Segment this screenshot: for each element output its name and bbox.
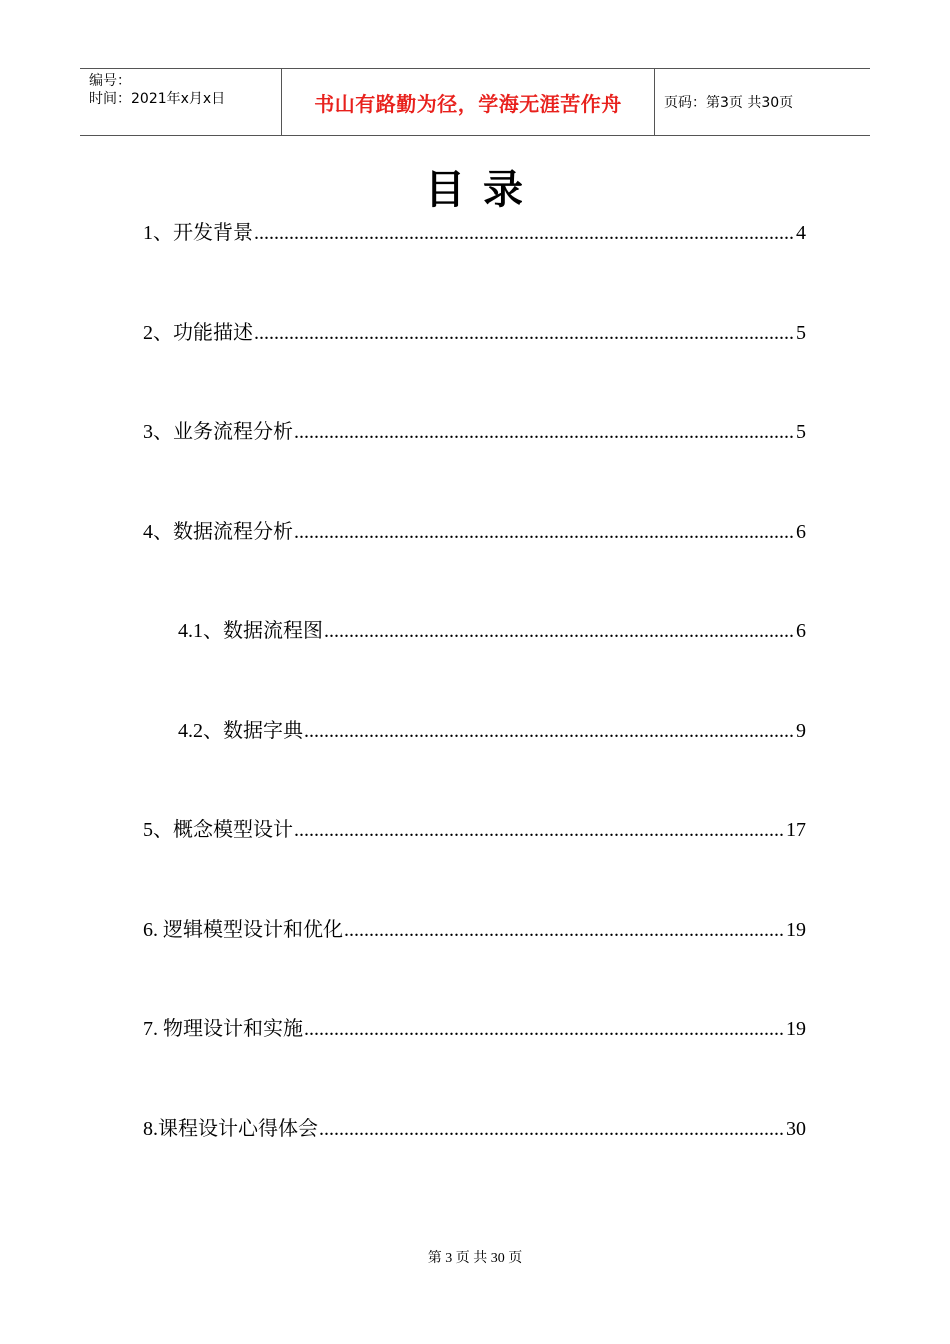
page-header: [80, 68, 870, 136]
toc-entry-page-number: 9: [796, 719, 806, 742]
toc-entry-label: 7. 物理设计和实施: [143, 1018, 303, 1040]
toc-entry[interactable]: [143, 216, 806, 316]
toc-leader-dots: [304, 1018, 785, 1041]
toc-leader-dots: [294, 421, 795, 444]
toc-entry-label: 2、功能描述: [143, 321, 253, 344]
page-footer: 第 3 页 共 30 页: [427, 1251, 523, 1266]
toc-entry-page-number: 17: [786, 819, 806, 841]
toc-entry-page-number: 30: [786, 1117, 806, 1140]
toc-entry-label: 8.课程设计心得体会: [143, 1117, 318, 1140]
toc-entry-page-number: 19: [786, 918, 806, 941]
toc-entry[interactable]: [143, 714, 806, 814]
toc-entry[interactable]: [143, 316, 806, 416]
toc-entry[interactable]: [143, 1112, 806, 1212]
toc-entry-label: 4.1、数据流程图: [178, 620, 323, 642]
toc-entry[interactable]: [143, 813, 806, 913]
toc-entry-label: 4.2、数据字典: [178, 719, 303, 742]
header-page-info: 页码：第3页 共30页: [664, 95, 794, 111]
toc-title: 目 录: [425, 167, 525, 213]
toc-leader-dots: [344, 919, 785, 942]
table-of-contents: [143, 216, 806, 1211]
toc-entry-label: 3、业务流程分析: [143, 421, 293, 443]
toc-entry-page-number: 5: [796, 421, 806, 443]
toc-leader-dots: [324, 620, 795, 643]
toc-entry-label: 6. 逻辑模型设计和优化: [143, 918, 343, 941]
toc-entry[interactable]: [143, 515, 806, 615]
toc-entry-label: 1、开发背景: [143, 222, 253, 244]
toc-leader-dots: [254, 322, 795, 345]
toc-leader-dots: [304, 720, 795, 743]
toc-leader-dots: [294, 819, 785, 842]
document-number-label: 编号：: [89, 73, 131, 89]
toc-entry-page-number: 6: [796, 620, 806, 642]
toc-entry[interactable]: [143, 1012, 806, 1112]
toc-entry-page-number: 19: [786, 1018, 806, 1040]
toc-entry[interactable]: [143, 913, 806, 1013]
toc-leader-dots: [294, 521, 795, 544]
toc-entry-page-number: 5: [796, 321, 806, 344]
toc-leader-dots: [319, 1118, 785, 1141]
toc-entry-page-number: 4: [796, 222, 806, 244]
toc-entry-label: 4、数据流程分析: [143, 520, 293, 543]
header-slogan: 书山有路勤为径，学海无涯苦作舟: [282, 69, 655, 135]
document-time-label: 时间：2021年x月x日: [89, 91, 226, 107]
toc-leader-dots: [254, 222, 795, 245]
toc-entry[interactable]: [143, 415, 806, 515]
header-meta: [80, 69, 282, 135]
toc-entry-label: 5、概念模型设计: [143, 819, 293, 841]
toc-entry-page-number: 6: [796, 520, 806, 543]
toc-entry[interactable]: [143, 614, 806, 714]
